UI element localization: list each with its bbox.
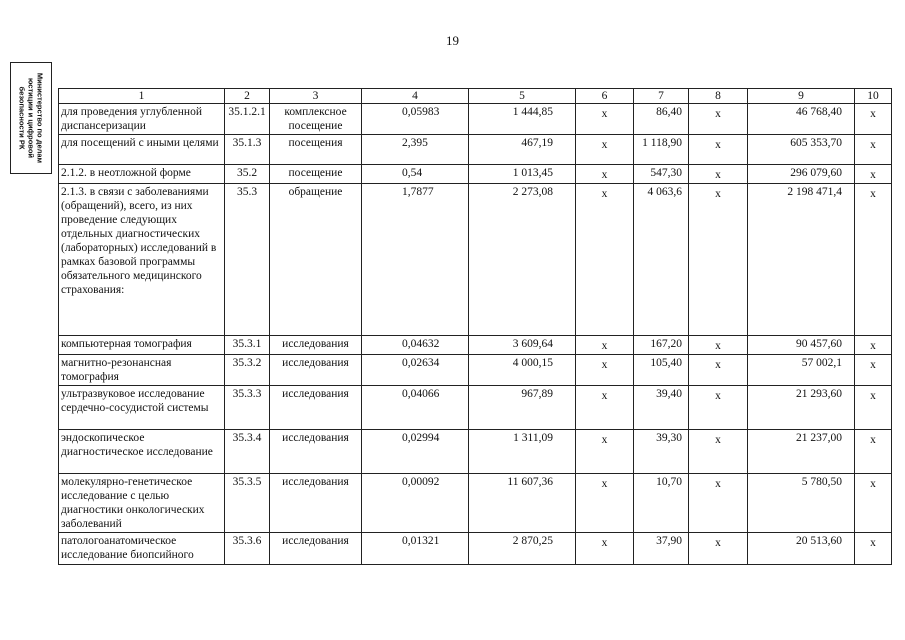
row-total: 90 457,60 xyxy=(748,336,855,355)
row-cost: 1 311,09 xyxy=(469,430,576,474)
row-col7: 167,20 xyxy=(634,336,689,355)
column-number: 3 xyxy=(270,89,362,104)
row-col10: x xyxy=(855,184,892,336)
column-number: 2 xyxy=(225,89,270,104)
row-norm: 0,04632 xyxy=(362,336,469,355)
row-description: 2.1.3. в связи с заболеваниями (обращений), всего, из них проведение следующих отдельных диагностических (лабораторных) исследований в рамках базовой программы обязательного медицинского страхования: xyxy=(59,184,225,336)
row-description: для посещений с иными целями xyxy=(59,135,225,165)
row-unit: исследования xyxy=(270,430,362,474)
row-norm: 0,02994 xyxy=(362,430,469,474)
row-col8: x xyxy=(689,135,748,165)
row-total: 5 780,50 xyxy=(748,474,855,533)
table-row xyxy=(59,135,892,165)
stamp-line: юстиции и цифровой xyxy=(26,77,36,159)
row-col7: 39,30 xyxy=(634,430,689,474)
stamp-line: Министерство по делам xyxy=(35,72,45,164)
row-unit: посещения xyxy=(270,135,362,165)
row-col10: x xyxy=(855,430,892,474)
row-col7: 10,70 xyxy=(634,474,689,533)
row-unit: обращение xyxy=(270,184,362,336)
row-norm: 0,02634 xyxy=(362,355,469,386)
row-description: для проведения углубленной диспансеризации xyxy=(59,104,225,135)
row-col10: x xyxy=(855,355,892,386)
column-number: 5 xyxy=(469,89,576,104)
row-norm: 0,00092 xyxy=(362,474,469,533)
row-col6: x xyxy=(576,135,634,165)
row-norm: 0,04066 xyxy=(362,386,469,430)
table-row xyxy=(59,386,892,430)
row-code: 35.3.5 xyxy=(225,474,270,533)
row-col7: 4 063,6 xyxy=(634,184,689,336)
row-cost: 2 273,08 xyxy=(469,184,576,336)
row-total: 605 353,70 xyxy=(748,135,855,165)
row-cost: 1 013,45 xyxy=(469,165,576,184)
table-row xyxy=(59,474,892,533)
table-row xyxy=(59,184,892,336)
row-description: компьютерная томография xyxy=(59,336,225,355)
column-number: 8 xyxy=(689,89,748,104)
row-col8: x xyxy=(689,474,748,533)
row-code: 35.3.6 xyxy=(225,533,270,565)
row-col7: 105,40 xyxy=(634,355,689,386)
column-number: 10 xyxy=(855,89,892,104)
row-norm: 0,05983 xyxy=(362,104,469,135)
stamp-line: безопасности РК xyxy=(17,86,27,150)
registration-stamp xyxy=(10,62,52,174)
row-col6: x xyxy=(576,104,634,135)
row-code: 35.2 xyxy=(225,165,270,184)
row-col8: x xyxy=(689,533,748,565)
column-number: 7 xyxy=(634,89,689,104)
column-number: 4 xyxy=(362,89,469,104)
row-col8: x xyxy=(689,104,748,135)
row-code: 35.3 xyxy=(225,184,270,336)
row-description: патологоанатомическое исследование биопсийного xyxy=(59,533,225,565)
row-col10: x xyxy=(855,336,892,355)
row-cost: 1 444,85 xyxy=(469,104,576,135)
row-unit: исследования xyxy=(270,355,362,386)
row-code: 35.3.2 xyxy=(225,355,270,386)
row-cost: 467,19 xyxy=(469,135,576,165)
row-code: 35.1.2.1 xyxy=(225,104,270,135)
row-col8: x xyxy=(689,184,748,336)
table-row xyxy=(59,430,892,474)
row-col6: x xyxy=(576,355,634,386)
row-description: ультразвуковое исследование сердечно-сосудистой системы xyxy=(59,386,225,430)
row-col10: x xyxy=(855,165,892,184)
row-norm: 2,395 xyxy=(362,135,469,165)
row-col6: x xyxy=(576,165,634,184)
row-col6: x xyxy=(576,533,634,565)
row-total: 21 237,00 xyxy=(748,430,855,474)
row-unit: комплексное посещение xyxy=(270,104,362,135)
row-total: 57 002,1 xyxy=(748,355,855,386)
row-col6: x xyxy=(576,336,634,355)
row-unit: исследования xyxy=(270,386,362,430)
row-description: эндоскопическое диагностическое исследование xyxy=(59,430,225,474)
row-total: 46 768,40 xyxy=(748,104,855,135)
row-code: 35.3.4 xyxy=(225,430,270,474)
row-unit: посещение xyxy=(270,165,362,184)
tariff-table xyxy=(58,88,892,565)
table-row xyxy=(59,336,892,355)
row-unit: исследования xyxy=(270,336,362,355)
row-norm: 0,01321 xyxy=(362,533,469,565)
row-col6: x xyxy=(576,430,634,474)
column-number: 9 xyxy=(748,89,855,104)
row-col8: x xyxy=(689,355,748,386)
row-total: 20 513,60 xyxy=(748,533,855,565)
row-col8: x xyxy=(689,165,748,184)
row-cost: 2 870,25 xyxy=(469,533,576,565)
row-col6: x xyxy=(576,386,634,430)
table-row xyxy=(59,165,892,184)
row-cost: 967,89 xyxy=(469,386,576,430)
row-code: 35.3.1 xyxy=(225,336,270,355)
row-cost: 11 607,36 xyxy=(469,474,576,533)
row-total: 296 079,60 xyxy=(748,165,855,184)
row-description: молекулярно-генетическое исследование с целью диагностики онкологических заболеваний xyxy=(59,474,225,533)
row-col10: x xyxy=(855,474,892,533)
row-unit: исследования xyxy=(270,474,362,533)
row-col6: x xyxy=(576,474,634,533)
row-cost: 4 000,15 xyxy=(469,355,576,386)
row-col8: x xyxy=(689,336,748,355)
table-row xyxy=(59,533,892,565)
row-col7: 39,40 xyxy=(634,386,689,430)
row-col6: x xyxy=(576,184,634,336)
row-total: 21 293,60 xyxy=(748,386,855,430)
row-cost: 3 609,64 xyxy=(469,336,576,355)
row-col7: 86,40 xyxy=(634,104,689,135)
column-number-row xyxy=(59,89,892,104)
row-description: магнитно-резонансная томография xyxy=(59,355,225,386)
row-col8: x xyxy=(689,430,748,474)
column-number: 1 xyxy=(59,89,225,104)
page-number: 19 xyxy=(446,33,459,48)
row-norm: 1,7877 xyxy=(362,184,469,336)
row-unit: исследования xyxy=(270,533,362,565)
row-code: 35.1.3 xyxy=(225,135,270,165)
row-col10: x xyxy=(855,135,892,165)
row-col10: x xyxy=(855,104,892,135)
column-number: 6 xyxy=(576,89,634,104)
table-row xyxy=(59,104,892,135)
row-description: 2.1.2. в неотложной форме xyxy=(59,165,225,184)
row-col8: x xyxy=(689,386,748,430)
row-col7: 547,30 xyxy=(634,165,689,184)
row-col10: x xyxy=(855,533,892,565)
stamp-text xyxy=(18,64,45,172)
row-col7: 1 118,90 xyxy=(634,135,689,165)
row-total: 2 198 471,4 xyxy=(748,184,855,336)
row-code: 35.3.3 xyxy=(225,386,270,430)
row-col10: x xyxy=(855,386,892,430)
row-norm: 0,54 xyxy=(362,165,469,184)
table-row xyxy=(59,355,892,386)
row-col7: 37,90 xyxy=(634,533,689,565)
